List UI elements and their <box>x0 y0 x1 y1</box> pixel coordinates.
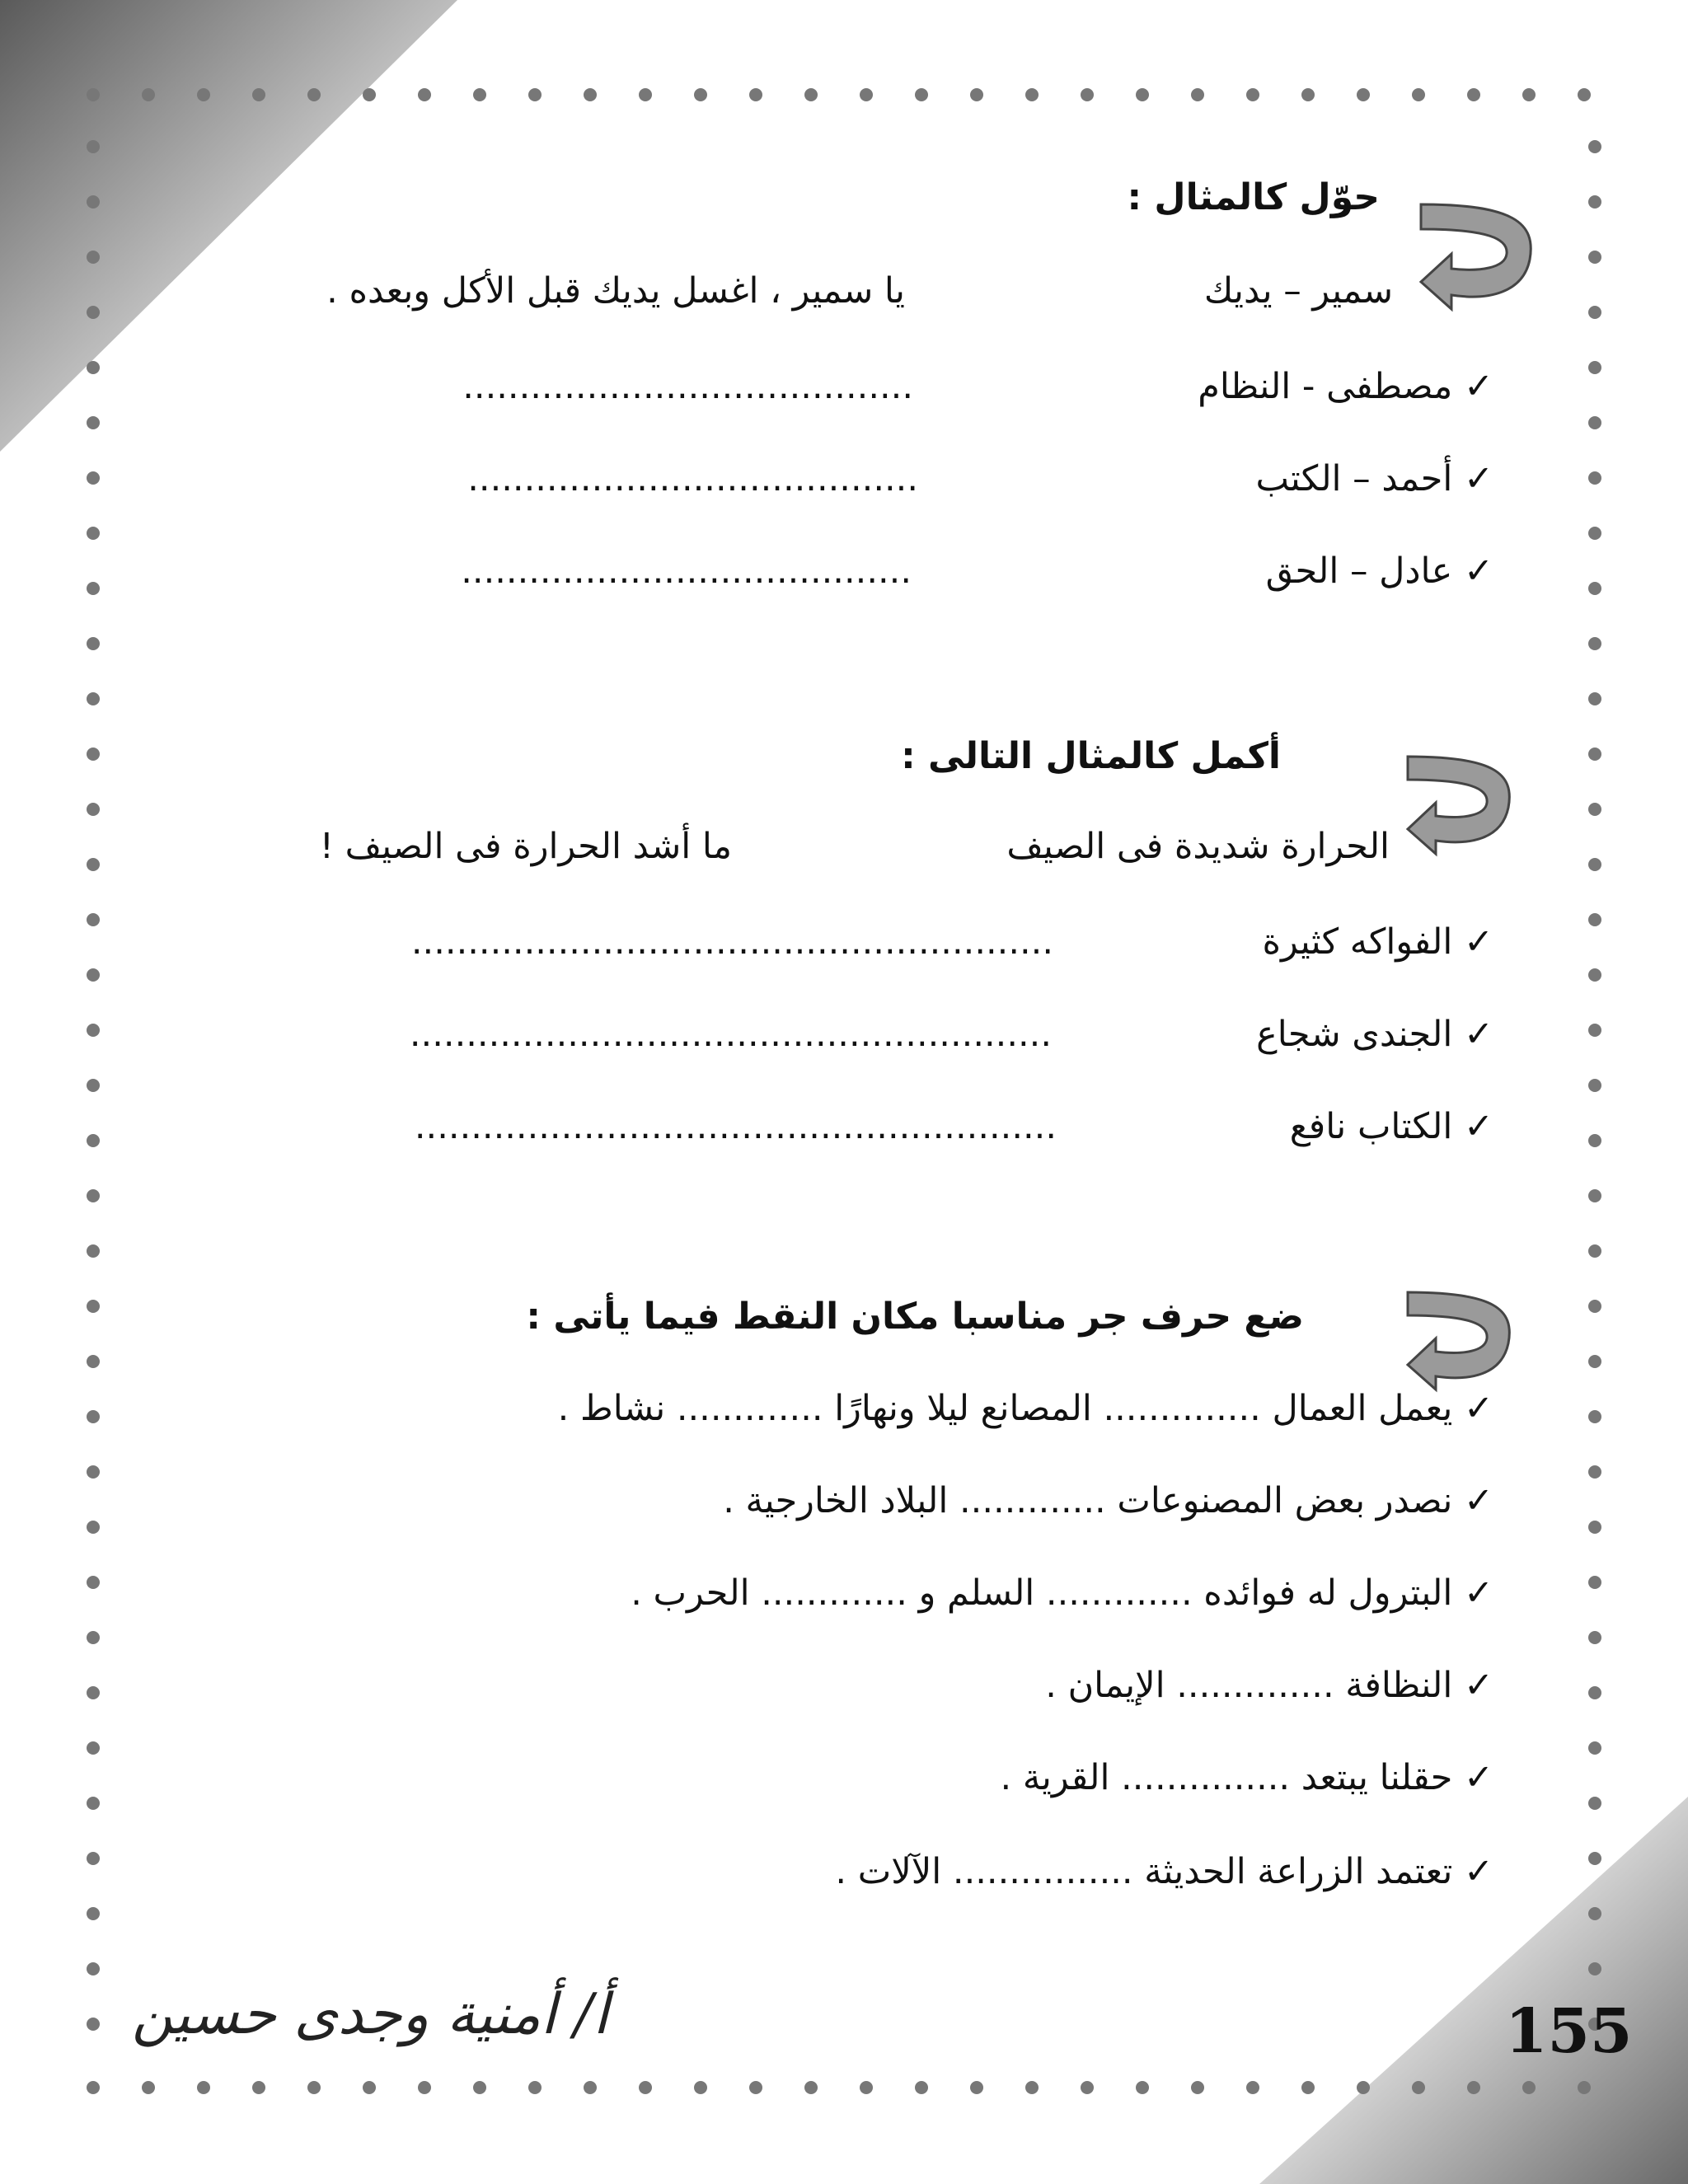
section1-item-1: ✓ مصطفى - النظام <box>1198 366 1493 407</box>
author-signature: أ/ أمنية وجدى حسين <box>132 1982 609 2047</box>
frame-dot <box>804 2081 818 2094</box>
section2-item-3: ✓ الكتاب نافع <box>1289 1106 1493 1147</box>
section1-title: حوّل كالمثال : <box>1127 176 1380 218</box>
frame-dot <box>1301 88 1315 101</box>
frame-dot <box>87 1024 100 1037</box>
section3-item-1: ✓ يعمل العمال .............. المصانع ليلا ونهارًا ............. نشاط . <box>557 1388 1493 1429</box>
frame-dot <box>1588 637 1601 650</box>
frame-dot <box>87 637 100 650</box>
frame-dot <box>1578 2081 1591 2094</box>
frame-dot <box>1588 913 1601 926</box>
frame-dot <box>1412 2081 1425 2094</box>
frame-dot <box>197 88 210 101</box>
frame-dot <box>1588 140 1601 153</box>
frame-dot <box>1412 88 1425 101</box>
frame-dot <box>307 2081 321 2094</box>
frame-dot <box>1588 1024 1601 1037</box>
check-icon: ✓ <box>1463 921 1493 963</box>
frame-dot <box>970 2081 983 2094</box>
frame-dot <box>694 2081 707 2094</box>
frame-dot <box>1246 2081 1259 2094</box>
frame-dot <box>1081 88 1094 101</box>
frame-dot <box>418 2081 431 2094</box>
frame-dot <box>87 1410 100 1423</box>
frame-dot <box>1588 1244 1601 1258</box>
frame-dot <box>87 527 100 540</box>
check-icon: ✓ <box>1463 1572 1493 1614</box>
section2-example-left: الحرارة شديدة فى الصيف <box>1006 826 1390 867</box>
frame-dot <box>584 88 597 101</box>
frame-dot <box>87 195 100 209</box>
section2-blank-3[interactable]: ......................................................... <box>414 1106 1057 1147</box>
frame-dot <box>694 88 707 101</box>
frame-dot <box>749 88 762 101</box>
frame-dot <box>87 1465 100 1479</box>
frame-dot <box>87 1907 100 1920</box>
section3-title: ضع حرف جر مناسبا مكان النقط فيما يأتى : <box>526 1296 1304 1338</box>
frame-dot <box>1588 1631 1601 1644</box>
frame-dot <box>1522 2081 1536 2094</box>
frame-dot <box>1588 968 1601 982</box>
frame-dot <box>87 416 100 429</box>
frame-dot <box>1588 1797 1601 1810</box>
frame-dot <box>1025 2081 1039 2094</box>
frame-dot <box>528 88 542 101</box>
frame-dot <box>1588 1355 1601 1368</box>
frame-dot <box>142 2081 155 2094</box>
frame-dot <box>1467 2081 1480 2094</box>
frame-dot <box>87 1355 100 1368</box>
frame-dot <box>87 140 100 153</box>
section3-item-5: ✓ حقلنا يبتعد ............... القرية . <box>1000 1757 1493 1798</box>
frame-dot <box>915 2081 928 2094</box>
frame-dot <box>87 968 100 982</box>
frame-dot <box>1588 858 1601 871</box>
frame-dot <box>749 2081 762 2094</box>
frame-dot <box>1588 748 1601 761</box>
frame-dot <box>363 88 376 101</box>
frame-dot <box>1588 195 1601 209</box>
frame-dot <box>87 858 100 871</box>
frame-dot <box>1191 88 1204 101</box>
frame-dot <box>87 1300 100 1313</box>
frame-dot <box>1588 361 1601 374</box>
frame-dot <box>1357 88 1370 101</box>
check-icon: ✓ <box>1463 1480 1493 1521</box>
frame-dot <box>87 1631 100 1644</box>
section2-blank-2[interactable]: ......................................................... <box>409 1014 1052 1055</box>
section2-item-1: ✓ الفواكه كثيرة <box>1262 921 1493 963</box>
frame-dot <box>87 692 100 705</box>
check-icon: ✓ <box>1463 458 1493 499</box>
frame-dot <box>804 88 818 101</box>
frame-dot <box>1588 471 1601 485</box>
check-icon: ✓ <box>1463 1388 1493 1429</box>
frame-dot <box>1588 1300 1601 1313</box>
section2-item-2: ✓ الجندى شجاع <box>1256 1014 1493 1055</box>
section3-item-4: ✓ النظافة .............. الإيمان . <box>1045 1665 1493 1706</box>
frame-dot <box>363 2081 376 2094</box>
frame-dot <box>639 88 652 101</box>
frame-dot <box>1191 2081 1204 2094</box>
frame-dot <box>87 1741 100 1755</box>
check-icon: ✓ <box>1463 551 1493 592</box>
frame-dot <box>1357 2081 1370 2094</box>
section1-example-left: سمير – يديك <box>1203 270 1393 312</box>
frame-dot <box>1246 88 1259 101</box>
frame-dot <box>307 88 321 101</box>
frame-dot <box>87 471 100 485</box>
frame-dot <box>87 1079 100 1092</box>
frame-dot <box>87 88 100 101</box>
frame-dot <box>87 2018 100 2031</box>
frame-dot <box>1588 1189 1601 1202</box>
frame-dot <box>1301 2081 1315 2094</box>
frame-dot <box>1588 1410 1601 1423</box>
frame-dot <box>1588 306 1601 319</box>
frame-dot <box>87 2081 100 2094</box>
frame-dot <box>252 88 265 101</box>
curved-arrow-icon <box>1401 743 1517 859</box>
frame-dot <box>418 88 431 101</box>
section1-blank-1[interactable]: ........................................ <box>462 366 913 407</box>
check-icon: ✓ <box>1463 1757 1493 1798</box>
frame-dot <box>1588 527 1601 540</box>
frame-dot <box>1578 88 1591 101</box>
frame-dot <box>860 2081 873 2094</box>
frame-dot <box>87 913 100 926</box>
frame-dot <box>1588 1741 1601 1755</box>
frame-dot <box>473 2081 486 2094</box>
frame-dot <box>87 1134 100 1147</box>
frame-dot <box>528 2081 542 2094</box>
frame-dot <box>1588 1465 1601 1479</box>
frame-dot <box>87 306 100 319</box>
frame-dot <box>87 1962 100 1975</box>
frame-dot <box>1136 2081 1149 2094</box>
section2-title: أكمل كالمثال التالى : <box>901 735 1281 777</box>
frame-dot <box>87 582 100 595</box>
check-icon: ✓ <box>1463 1851 1493 1892</box>
section1-item-2: ✓ أحمد – الكتب <box>1255 458 1493 499</box>
frame-dot <box>1588 1962 1601 1975</box>
check-icon: ✓ <box>1463 1665 1493 1706</box>
check-icon: ✓ <box>1463 1106 1493 1147</box>
check-icon: ✓ <box>1463 1014 1493 1055</box>
section2-blank-1[interactable]: ......................................................... <box>410 921 1053 963</box>
frame-dot <box>87 1686 100 1699</box>
section1-blank-3[interactable]: ........................................ <box>461 551 912 592</box>
frame-dot <box>87 803 100 816</box>
frame-dot <box>142 88 155 101</box>
frame-dot <box>1522 88 1536 101</box>
frame-dot <box>87 1852 100 1865</box>
frame-dot <box>1588 1907 1601 1920</box>
curved-arrow-icon <box>1401 1279 1517 1403</box>
section2-example-right: ما أشد الحرارة فى الصيف ! <box>319 826 732 867</box>
frame-dot <box>639 2081 652 2094</box>
frame-dot <box>1588 803 1601 816</box>
frame-dot <box>970 88 983 101</box>
frame-dot <box>87 748 100 761</box>
frame-dot <box>1588 1576 1601 1589</box>
frame-dot <box>1588 1521 1601 1534</box>
section1-blank-2[interactable]: ........................................ <box>467 458 918 499</box>
frame-dot <box>252 2081 265 2094</box>
frame-dot <box>1025 88 1039 101</box>
frame-dot <box>197 2081 210 2094</box>
frame-dot <box>1081 2081 1094 2094</box>
frame-dot <box>1588 251 1601 264</box>
frame-dot <box>1588 416 1601 429</box>
frame-dot <box>87 1576 100 1589</box>
frame-dot <box>1588 582 1601 595</box>
frame-dot <box>1588 692 1601 705</box>
page-number: 155 <box>1505 1996 1633 2067</box>
check-icon: ✓ <box>1463 366 1493 407</box>
section3-item-6: ✓ تعتمد الزراعة الحديثة ................ الآلات . <box>835 1851 1493 1892</box>
frame-dot <box>87 1189 100 1202</box>
section3-item-3: ✓ البترول له فوائده ............. السلم و ............. الحرب . <box>631 1572 1493 1614</box>
section1-example-right: يا سمير ، اغسل يديك قبل الأكل وبعده . <box>326 270 905 312</box>
frame-dot <box>1588 1852 1601 1865</box>
frame-dot <box>1588 1079 1601 1092</box>
section3-item-2: ✓ نصدر بعض المصنوعات ............. البلاد الخارجية . <box>723 1480 1493 1521</box>
frame-dot <box>87 1521 100 1534</box>
frame-dot <box>1588 1686 1601 1699</box>
frame-dot <box>860 88 873 101</box>
frame-dot <box>1136 88 1149 101</box>
section1-item-3: ✓ عادل – الحق <box>1265 551 1493 592</box>
frame-dot <box>915 88 928 101</box>
frame-dot <box>87 251 100 264</box>
frame-dot <box>1588 1134 1601 1147</box>
frame-dot <box>87 361 100 374</box>
frame-dot <box>1467 88 1480 101</box>
curved-arrow-icon <box>1414 190 1538 313</box>
frame-dot <box>473 88 486 101</box>
frame-dot <box>87 1244 100 1258</box>
frame-dot <box>584 2081 597 2094</box>
frame-dot <box>87 1797 100 1810</box>
